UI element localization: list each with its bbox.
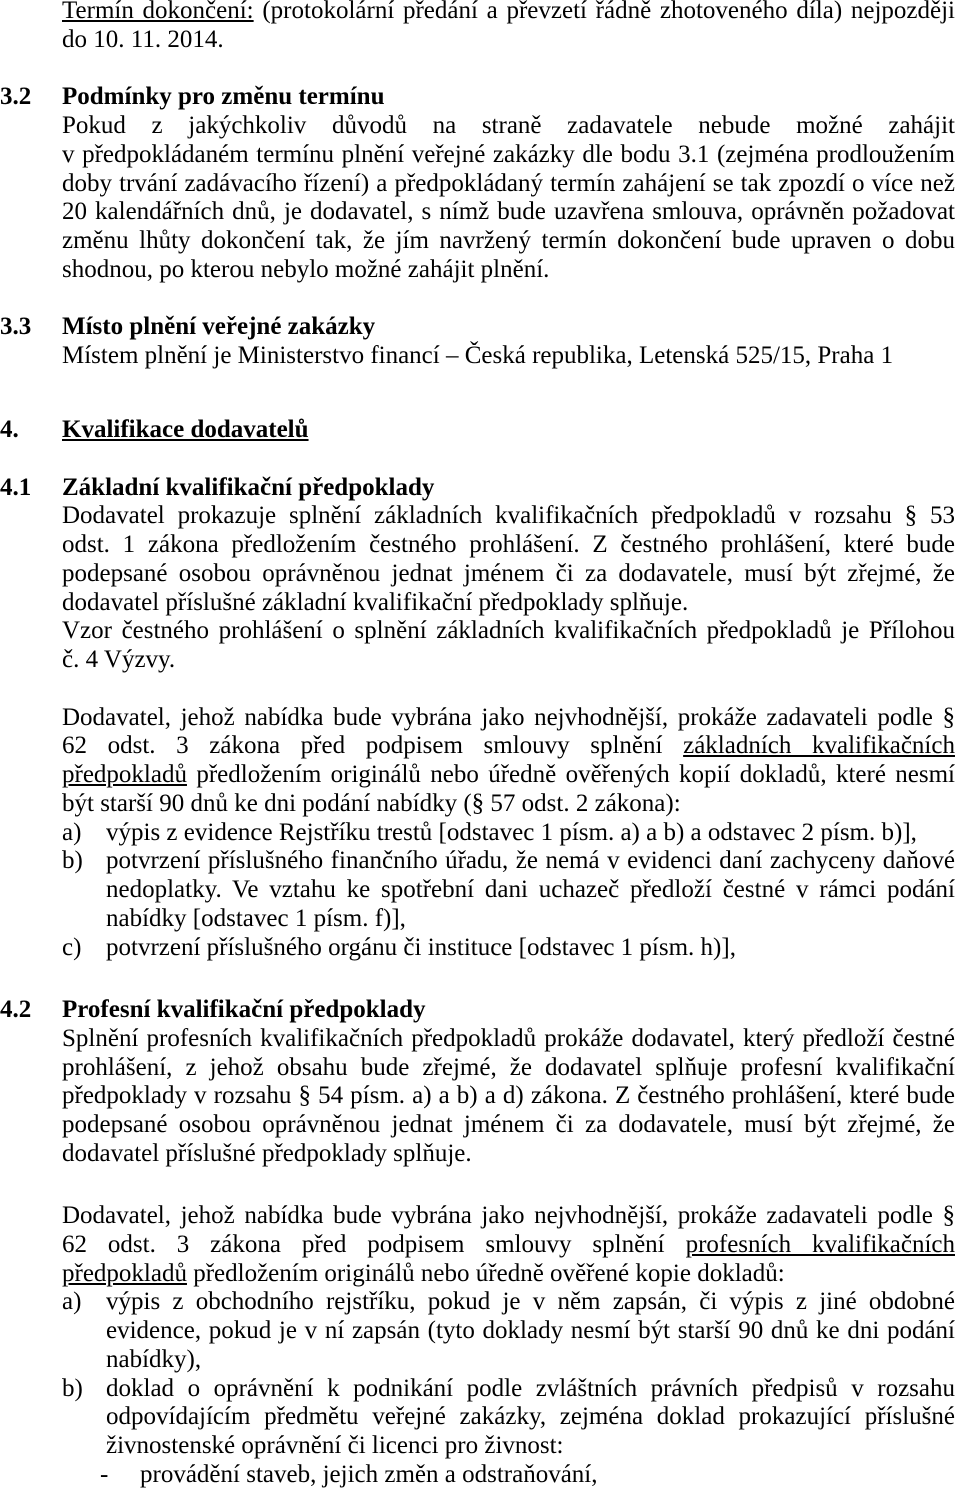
- text-segment: předložením originálů nebo úředně ověřených kopií dokladů, které nesmí: [186, 761, 955, 788]
- text-line: [106, 847, 955, 876]
- text-line: [62, 761, 955, 790]
- text-line: [106, 934, 955, 963]
- list-item-body: [106, 934, 955, 963]
- text-line: [62, 1025, 955, 1054]
- heading-4-1: [0, 474, 955, 503]
- text-segment: potvrzení příslušného finančního úřadu, že nemá v evidenci daní zachyceny daňové: [106, 847, 955, 875]
- text-segment: výpis z evidence Rejstříku trestů [odstavec 1 písm. a) a b) a odstavec 2 písm. b)],: [106, 818, 917, 846]
- text-segment: odpovídajícím předmětu veřejné zakázky, zejména doklad prokazující příslušné: [106, 1403, 955, 1431]
- text-line: [62, 26, 955, 55]
- para-4-1-template: [62, 617, 955, 675]
- list-item-4-1-a: [62, 819, 955, 848]
- underlined-text: profesních kvalifikačních: [685, 1230, 955, 1258]
- text-line: [62, 227, 955, 256]
- text-line: [62, 589, 955, 618]
- text-line: [62, 1111, 955, 1140]
- text-segment: nabídky [odstavec 1 písm. f)],: [106, 904, 406, 932]
- underlined-text: předpokladů: [62, 761, 187, 788]
- underlined-text: základních kvalifikačních: [683, 732, 955, 760]
- list-item-4-1-c: [62, 934, 955, 963]
- list-marker: c): [62, 933, 82, 961]
- para-4-1-statement: [62, 502, 955, 617]
- list-item-body: [140, 1461, 955, 1490]
- text-line: [140, 1461, 955, 1490]
- para-3-3: [62, 342, 955, 371]
- list-item-body: [106, 1288, 955, 1374]
- section-number: 3.2: [0, 83, 32, 111]
- completion-deadline: [62, 0, 955, 55]
- text-segment: Dodavatel, jehož nabídka bude vybrána jako nejvhodnější, prokáže zadavateli podle §: [62, 1202, 955, 1229]
- text-segment: změnu lhůty dokončení tak, že jím navržený termín dokončení bude upraven o dobu: [62, 227, 955, 254]
- text-line: [106, 819, 955, 848]
- section-title: Kvalifikace dodavatelů: [62, 416, 309, 443]
- text-segment: 62 odst. 3 zákona před podpisem smlouvy splnění: [62, 1230, 686, 1258]
- text-segment: výpis z obchodního rejstříku, pokud je v něm zapsán, či výpis z jiné obdobné: [106, 1288, 955, 1316]
- text-line: [106, 1375, 955, 1404]
- text-segment: 20 kalendářních dnů, je dodavatel, s nímž bude uzavřena smlouva, oprávněn požadovat: [62, 198, 955, 226]
- text-line: [106, 1346, 955, 1375]
- text-segment: doklad o oprávnění k podnikání podle zvláštních právních předpisů v rozsahu: [106, 1374, 955, 1402]
- list-item-body: [106, 819, 955, 848]
- section-number: 4.2: [0, 996, 32, 1023]
- text-line: [62, 1082, 955, 1111]
- list-marker: a): [62, 818, 82, 846]
- text-line: [106, 1317, 955, 1346]
- list-item-4-2-a: [62, 1288, 955, 1374]
- text-segment: provádění staveb, jejich změn a odstraňování,: [140, 1460, 598, 1488]
- text-line: [62, 0, 955, 26]
- text-line: [106, 905, 955, 934]
- text-segment: doby trvání zadávacího řízení) a předpokládaný termín zahájení se tak zpozdí o více než: [62, 169, 955, 197]
- text-segment: 62 odst. 3 zákona před podpisem smlouvy splnění: [62, 732, 684, 760]
- text-line: [62, 732, 955, 761]
- text-segment: být starší 90 dnů ke dni podání nabídky (§ 57 odst. 2 zákona):: [62, 789, 681, 817]
- text-segment: předložením originálů nebo úředně ověřené kopie dokladů:: [186, 1259, 785, 1287]
- list-marker: b): [62, 1374, 83, 1402]
- text-line: [106, 876, 955, 905]
- text-line: [62, 170, 955, 199]
- text-segment: odst. 1 zákona předložením čestného prohlášení. Z čestného prohlášení, které bude: [62, 531, 955, 558]
- text-line: [62, 531, 955, 560]
- para-3-2: [62, 112, 955, 285]
- underlined-text: Termín dokončení:: [62, 0, 254, 24]
- text-segment: dodavatel příslušné základní kvalifikační předpoklady splňuje.: [62, 588, 689, 616]
- section-number: 4.1: [0, 473, 32, 501]
- text-segment: Místem plnění je Ministerstvo financí – Česká republika, Letenská 525/15, Praha 1: [62, 342, 894, 369]
- dash-item-construction: [62, 1461, 955, 1490]
- text-line: [62, 502, 955, 531]
- text-line: [62, 1202, 955, 1231]
- text-segment: prohlášení, z jehož obsahu bude zřejmé, že dodavatel splňuje profesní kvalifikační: [62, 1053, 955, 1081]
- text-line: [62, 1260, 955, 1289]
- text-segment: č. 4 Výzvy.: [62, 646, 176, 673]
- text-segment: shodnou, po kterou nebylo možné zahájit plnění.: [62, 255, 550, 283]
- text-segment: nedoplatky. Ve vztahu ke spotřební dani uchazeč předloží čestné v rámci podání: [106, 876, 955, 903]
- text-line: [62, 560, 955, 589]
- text-segment: Vzor čestného prohlášení o splnění základních kvalifikačních předpokladů je Přílohou: [62, 617, 955, 645]
- text-line: [106, 1432, 955, 1461]
- text-line: [62, 646, 955, 675]
- heading-4: [0, 416, 955, 445]
- text-segment: dodavatel příslušné předpoklady splňuje.: [62, 1139, 472, 1167]
- text-line: [62, 198, 955, 227]
- text-line: [62, 1054, 955, 1083]
- text-line: [106, 1403, 955, 1432]
- text-segment: Dodavatel, jehož nabídka bude vybrána jako nejvhodnější, prokáže zadavateli podle §: [62, 703, 955, 731]
- text-segment: Splnění profesních kvalifikačních předpokladů prokáže dodavatel, který předloží čestné: [62, 1024, 955, 1052]
- text-line: [62, 617, 955, 646]
- text-line: [62, 1231, 955, 1260]
- underlined-text: předpokladů: [62, 1259, 187, 1287]
- text-segment: (protokolární předání a převzetí řádně zhotoveného díla) nejpozději: [253, 0, 955, 24]
- text-segment: podepsané osobou oprávněnou jednat jménem či za dodavatele, musí být zřejmé, že: [62, 1111, 955, 1138]
- text-segment: potvrzení příslušného orgánu či instituce [odstavec 1 písm. h)],: [106, 933, 736, 961]
- dash-marker: -: [100, 1460, 109, 1488]
- text-segment: v předpokládaném termínu plnění veřejné zakázky dle bodu 3.1 (zejména prodloužením: [62, 140, 955, 168]
- text-line: [106, 1288, 955, 1317]
- list-marker: b): [62, 847, 83, 875]
- list-item-4-2-b: [62, 1375, 955, 1461]
- text-line: [62, 256, 955, 285]
- section-title: Profesní kvalifikační předpoklady: [62, 996, 426, 1023]
- heading-4-2: [0, 996, 955, 1025]
- text-segment: Pokud z jakýchkoliv důvodů na straně zadavatele nebude možné zahájit: [62, 112, 955, 139]
- para-4-2-statement: [62, 1025, 955, 1169]
- list-item-body: [106, 847, 955, 933]
- heading-3-2: [0, 83, 955, 112]
- text-segment: Dodavatel prokazuje splnění základních kvalifikačních předpokladů v rozsahu § 53: [62, 502, 955, 530]
- list-item-body: [106, 1375, 955, 1461]
- list-item-4-1-b: [62, 847, 955, 933]
- text-line: [62, 1140, 955, 1169]
- text-line: [62, 790, 955, 819]
- list-marker: a): [62, 1288, 82, 1316]
- heading-3-3: [0, 313, 955, 342]
- text-segment: evidence, pokud je v ní zapsán (tyto doklady nesmí být starší 90 dnů ke dni podání: [106, 1317, 955, 1344]
- para-4-1-proof: [62, 704, 955, 819]
- text-line: [62, 112, 955, 141]
- section-title: Místo plnění veřejné zakázky: [62, 313, 376, 341]
- text-line: [62, 141, 955, 170]
- text-segment: do 10. 11. 2014.: [62, 25, 224, 53]
- text-segment: předpoklady v rozsahu § 54 písm. a) a b) a d) zákona. Z čestného prohlášení, které bude: [62, 1082, 955, 1110]
- section-number: 4.: [0, 416, 19, 443]
- text-segment: podepsané osobou oprávněnou jednat jménem či za dodavatele, musí být zřejmé, že: [62, 559, 955, 587]
- text-segment: nabídky),: [106, 1345, 202, 1373]
- section-title: Podmínky pro změnu termínu: [62, 83, 385, 111]
- section-number: 3.3: [0, 313, 32, 341]
- para-4-2-proof: [62, 1202, 955, 1288]
- text-segment: živnostenské oprávnění či licenci pro živnost:: [106, 1432, 564, 1459]
- text-line: [62, 342, 955, 371]
- section-title: Základní kvalifikační předpoklady: [62, 473, 435, 501]
- text-line: [62, 704, 955, 733]
